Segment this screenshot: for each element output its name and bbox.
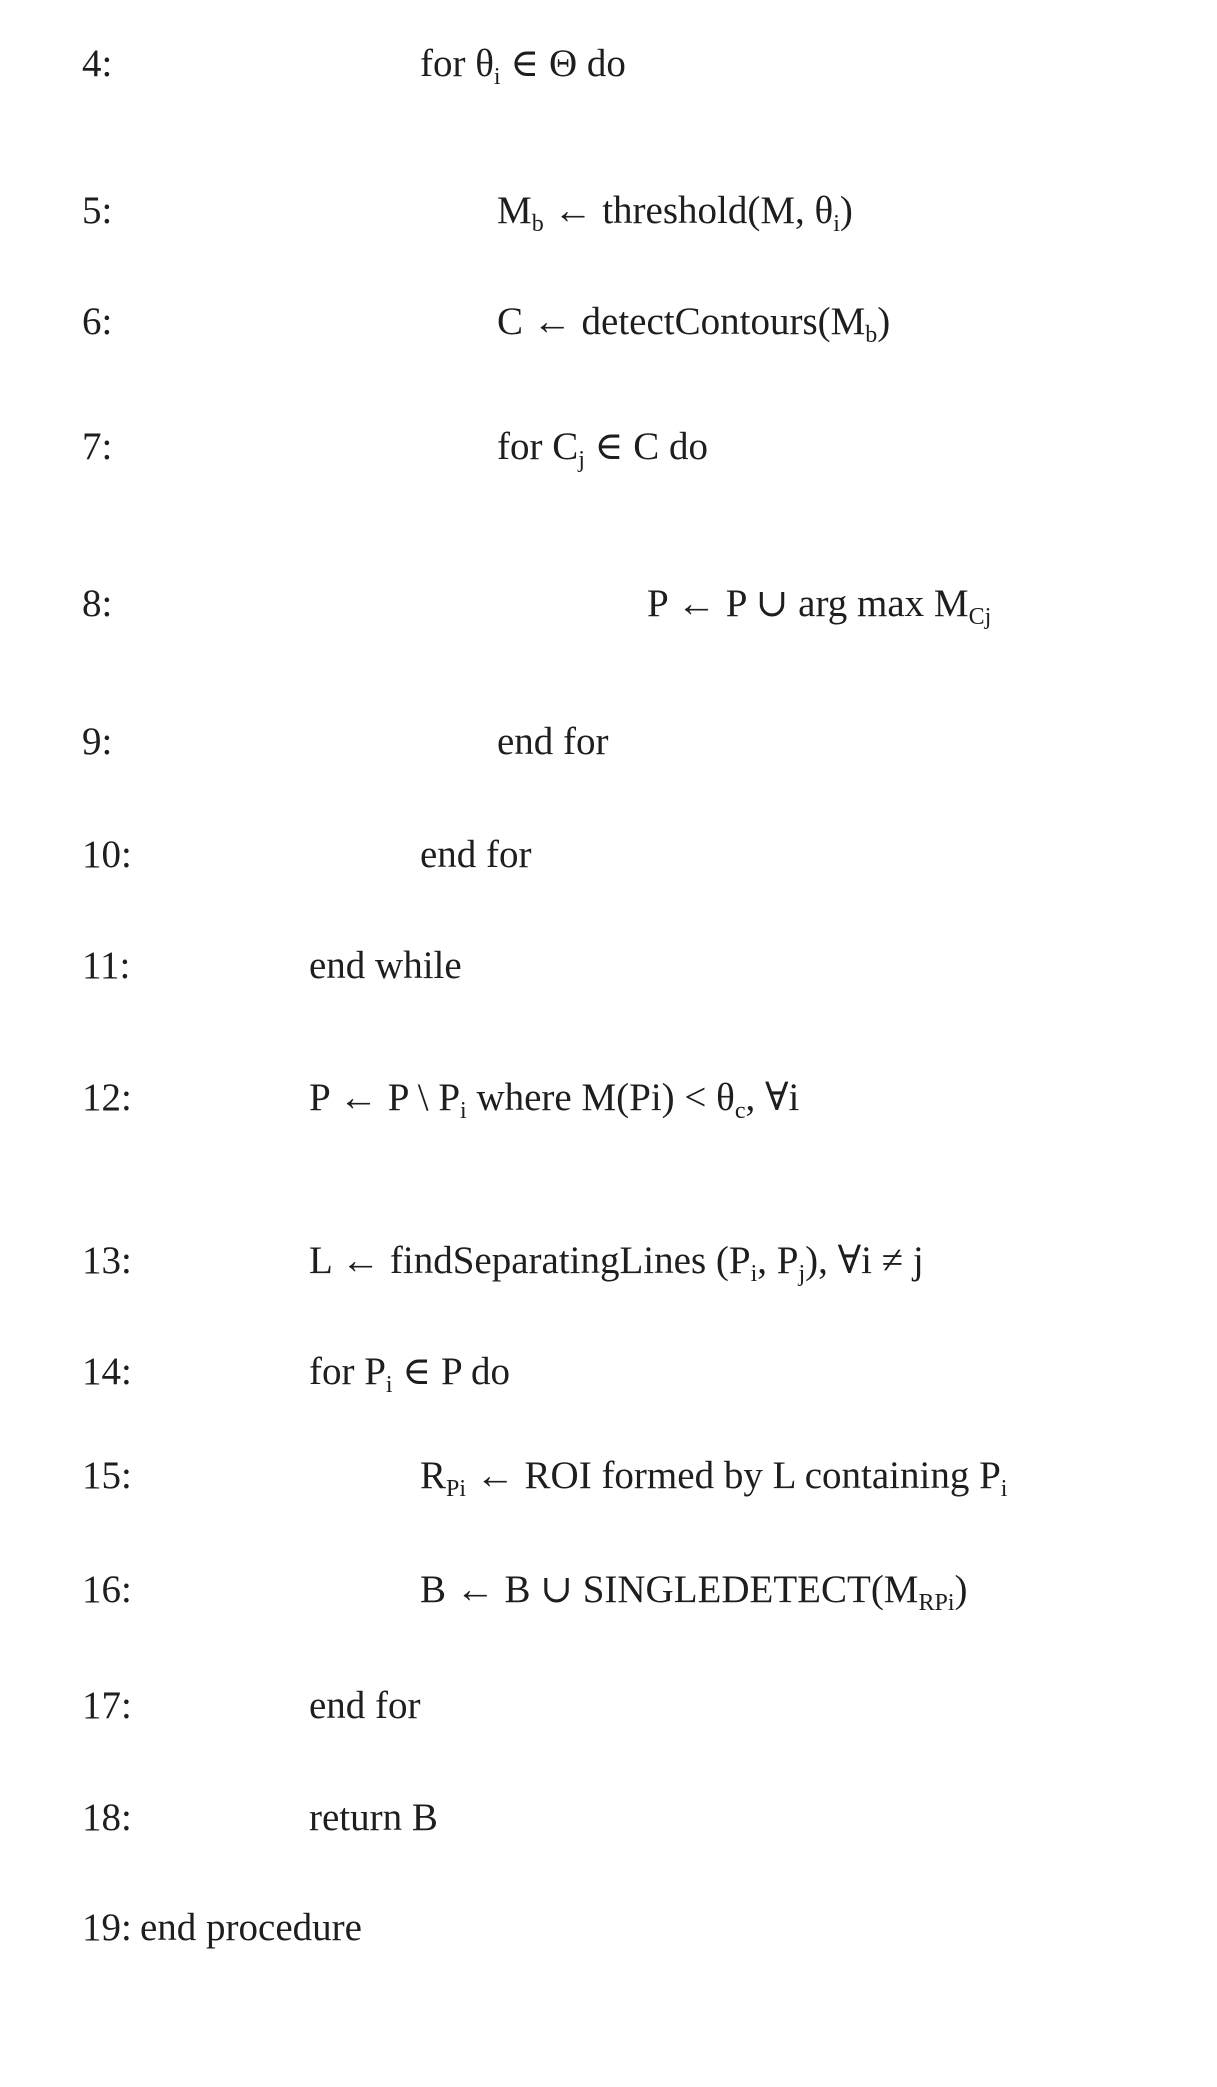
line-number: 18: bbox=[82, 1788, 132, 1848]
algorithm-line bbox=[0, 1788, 1217, 1848]
line-code bbox=[497, 712, 609, 772]
line-number: 16: bbox=[82, 1560, 132, 1620]
line-number: 9: bbox=[82, 712, 112, 772]
code-text: where M(Pi) < θ bbox=[467, 1076, 735, 1119]
algorithm-line bbox=[0, 34, 1217, 94]
subscript: c bbox=[735, 1098, 746, 1124]
algorithm-line bbox=[0, 1446, 1217, 1506]
line-number: 10: bbox=[82, 825, 132, 885]
line-number: 6: bbox=[82, 292, 112, 352]
code-text: ), ∀i ≠ j bbox=[805, 1239, 924, 1282]
algorithm-line bbox=[0, 1342, 1217, 1402]
subscript: b bbox=[532, 211, 544, 237]
line-number: 15: bbox=[82, 1446, 132, 1506]
code-text: L ← findSeparatingLines (P bbox=[309, 1239, 751, 1282]
code-text: ∈ Θ do bbox=[501, 42, 626, 85]
line-number: 19: bbox=[82, 1898, 132, 1958]
algorithm-line bbox=[0, 417, 1217, 477]
algorithm-line bbox=[0, 292, 1217, 352]
line-code bbox=[420, 825, 532, 885]
code-text: P ← P \ P bbox=[309, 1076, 460, 1119]
algorithm-line bbox=[0, 936, 1217, 996]
code-text: , ∀i bbox=[745, 1076, 799, 1119]
code-text: end for bbox=[497, 720, 609, 763]
subscript: RPi bbox=[919, 1590, 955, 1616]
algorithm-line bbox=[0, 1068, 1217, 1128]
line-number: 11: bbox=[82, 936, 130, 996]
line-code bbox=[309, 936, 462, 996]
line-code bbox=[309, 1231, 924, 1304]
line-code bbox=[309, 1342, 510, 1415]
code-text: ) bbox=[955, 1568, 968, 1611]
algorithm-line bbox=[0, 1898, 1217, 1958]
code-text: end for bbox=[309, 1684, 421, 1727]
line-code bbox=[497, 181, 853, 254]
line-code bbox=[140, 1898, 362, 1958]
code-text: end procedure bbox=[140, 1906, 362, 1949]
code-text: ← threshold(M, θ bbox=[544, 189, 834, 232]
code-text: end for bbox=[420, 833, 532, 876]
line-number: 7: bbox=[82, 417, 112, 477]
line-code bbox=[647, 574, 991, 647]
code-text: B ← B ∪ SINGLEDETECT(M bbox=[420, 1568, 919, 1611]
algorithm-line bbox=[0, 712, 1217, 772]
subscript: Cj bbox=[969, 604, 992, 630]
line-code bbox=[309, 1788, 438, 1848]
line-code bbox=[497, 417, 708, 490]
subscript: j bbox=[578, 447, 585, 473]
line-number: 5: bbox=[82, 181, 112, 241]
code-text: for P bbox=[309, 1350, 386, 1393]
algorithm-line bbox=[0, 825, 1217, 885]
subscript: j bbox=[798, 1261, 805, 1287]
code-text: for C bbox=[497, 425, 578, 468]
algorithm-line bbox=[0, 574, 1217, 634]
line-code bbox=[309, 1068, 799, 1141]
subscript: i bbox=[460, 1098, 467, 1124]
subscript: i bbox=[494, 64, 501, 90]
code-text: return B bbox=[309, 1796, 438, 1839]
line-code bbox=[497, 292, 890, 365]
algorithm-line bbox=[0, 1676, 1217, 1736]
code-text: ) bbox=[877, 300, 890, 343]
line-number: 12: bbox=[82, 1068, 132, 1128]
line-code bbox=[420, 34, 626, 107]
code-text: R bbox=[420, 1454, 446, 1497]
code-text: C ← detectContours(M bbox=[497, 300, 865, 343]
line-code bbox=[420, 1560, 968, 1633]
line-number: 4: bbox=[82, 34, 112, 94]
line-number: 13: bbox=[82, 1231, 132, 1291]
code-text: ← ROI formed by L containing P bbox=[466, 1454, 1001, 1497]
subscript: i bbox=[833, 211, 840, 237]
code-text: , P bbox=[757, 1239, 798, 1282]
subscript: Pi bbox=[446, 1476, 466, 1502]
algorithm-line bbox=[0, 1560, 1217, 1620]
line-number: 17: bbox=[82, 1676, 132, 1736]
code-text: ∈ P do bbox=[393, 1350, 510, 1393]
line-code bbox=[309, 1676, 421, 1736]
code-text: for θ bbox=[420, 42, 494, 85]
code-text: M bbox=[497, 189, 532, 232]
code-text: end while bbox=[309, 944, 462, 987]
subscript: i bbox=[386, 1372, 393, 1398]
line-code bbox=[420, 1446, 1007, 1519]
line-number: 8: bbox=[82, 574, 112, 634]
code-text: P ← P ∪ arg max M bbox=[647, 582, 969, 625]
subscript: i bbox=[1001, 1476, 1008, 1502]
code-text: ) bbox=[840, 189, 853, 232]
algorithm-line bbox=[0, 181, 1217, 241]
code-text: ∈ C do bbox=[585, 425, 708, 468]
line-number: 14: bbox=[82, 1342, 132, 1402]
subscript: b bbox=[865, 322, 877, 348]
algorithm-line bbox=[0, 1231, 1217, 1291]
subscript: i bbox=[751, 1261, 758, 1287]
